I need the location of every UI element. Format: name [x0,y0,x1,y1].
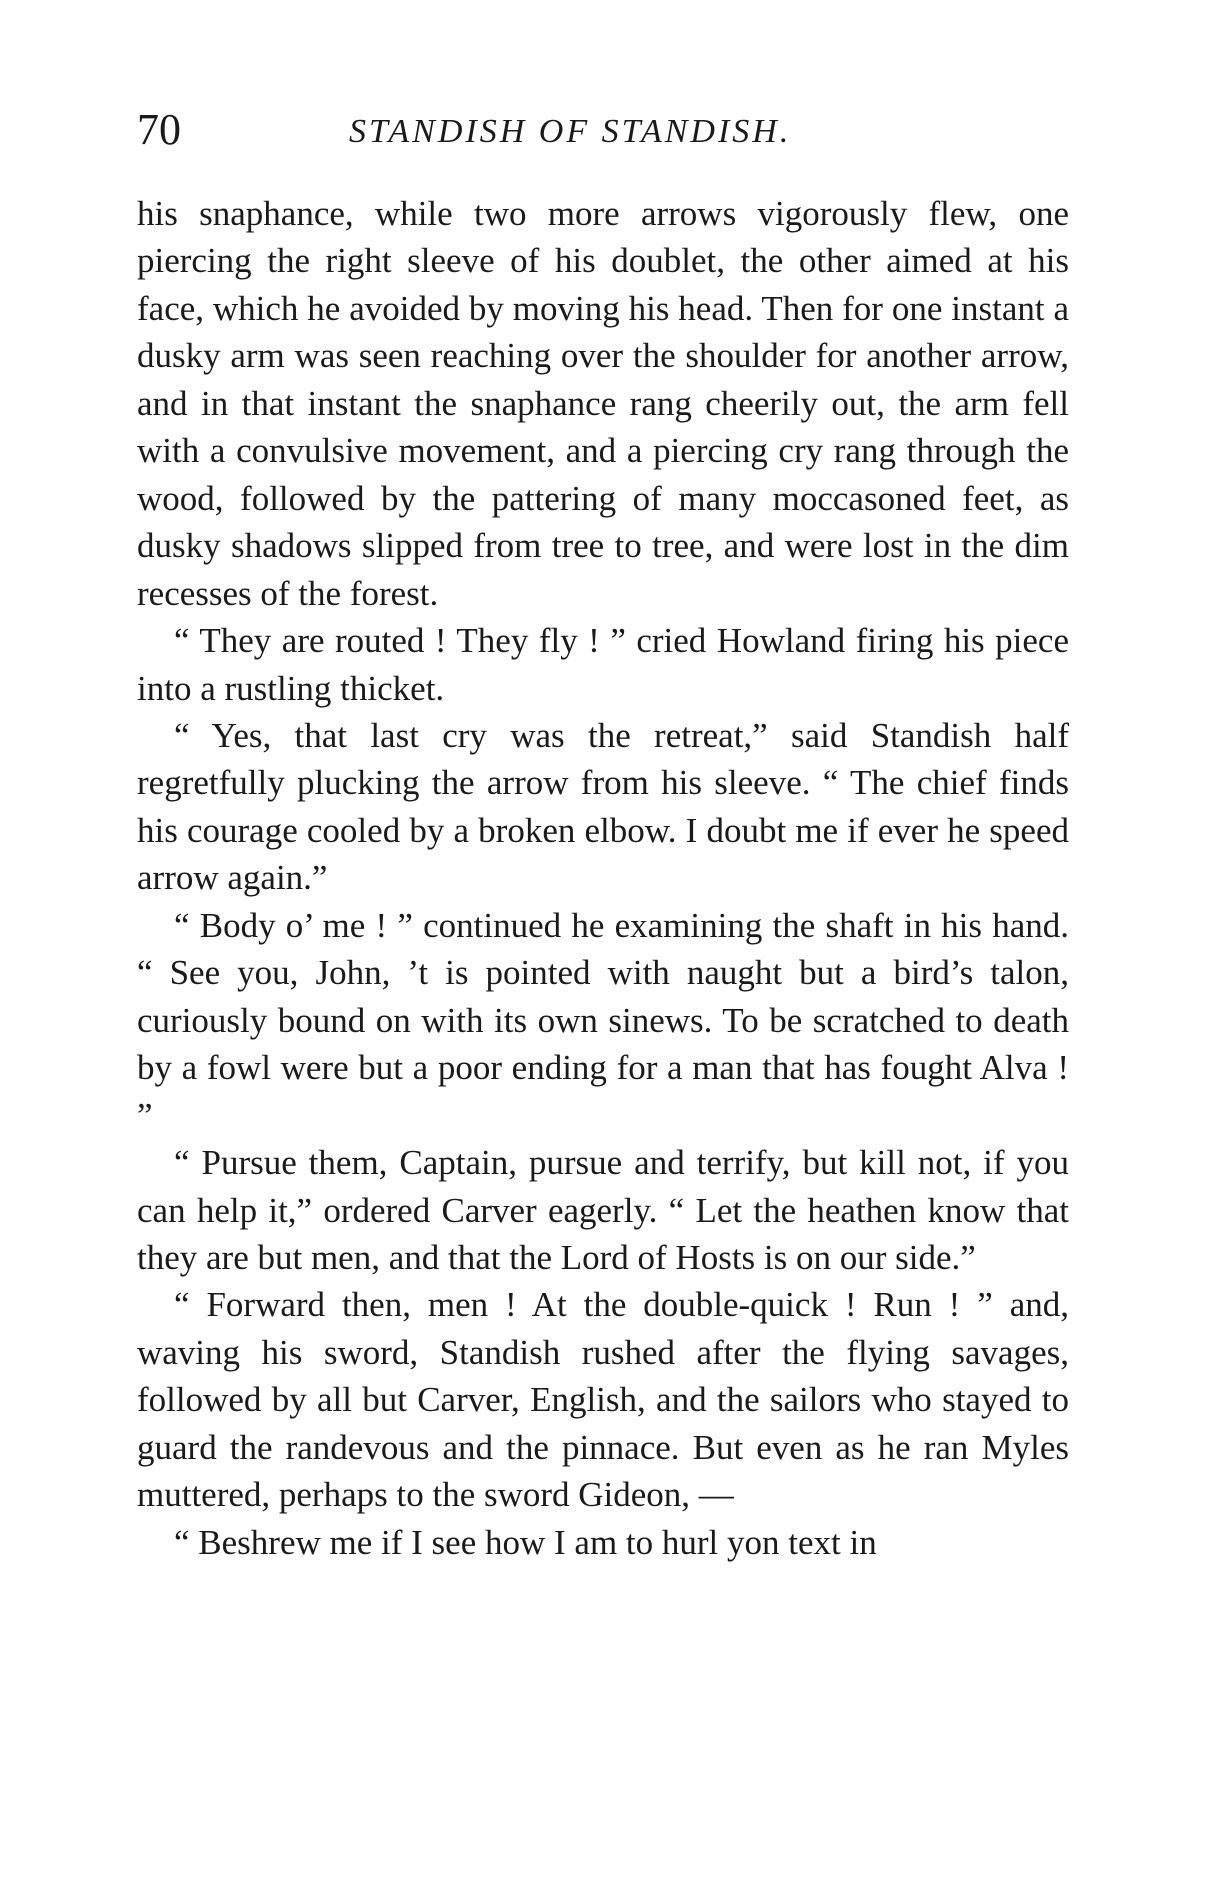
page-number: 70 [137,105,181,154]
paragraph-howland: “ They are routed ! They fly ! ” cried Howland firing his piece into a rustling thicket. [137,621,1069,708]
body-text [137,190,1069,1566]
paragraph-forward: “ Forward then, men ! At the double-quick ! Run ! ” and, waving his sword, Standish rushed after the flying savages, followed by all but Carver, English, and the sailors who stayed to guard the randevous and the pinnace. But even as he ran Myles muttered, perhaps to the sword Gideon, — [137,1285,1069,1515]
page-header [137,100,1072,160]
paragraph-beshrew: “ Beshrew me if I see how I am to hurl yon text in [174,1522,877,1562]
paragraph-standish-retreat: “ Yes, that last cry was the retreat,” said Standish half regretfully plucking the arrow from his sleeve. “ The chief finds his courage cooled by a broken elbow. I doubt me if ever he speed arrow again.” [137,715,1069,898]
paragraph-continued: his snaphance, while two more arrows vigorously flew, one piercing the right sleeve of his doublet, the other aimed at his face, which he avoided by moving his head. Then for one instant a dusky arm was seen reaching over the shoulder for another arrow, and in that instant the snaphance rang cheerily out, the arm fell with a convulsive movement, and a piercing cry rang through the wood, followed by the pattering of many moccasoned feet, as dusky shadows slipped from tree to tree, and were lost in the dim recesses of the forest. [137,194,1069,613]
paragraph-carver: “ Pursue them, Captain, pursue and terrify, but kill not, if you can help it,” ordered Carver eagerly. “ Let the heathen know that they are but men, and that the Lord of Hosts is on our side.” [137,1143,1069,1277]
running-title: STANDISH OF STANDISH. [349,113,792,150]
paragraph-body-o-me: “ Body o’ me ! ” continued he examining the shaft in his hand. “ See you, John, ’t is pointed with naught but a bird’s talon, curiously bound on with its own sinews. To be scratched to death by a fowl were but a poor ending for a man that has fought Alva ! ” [137,905,1069,1135]
